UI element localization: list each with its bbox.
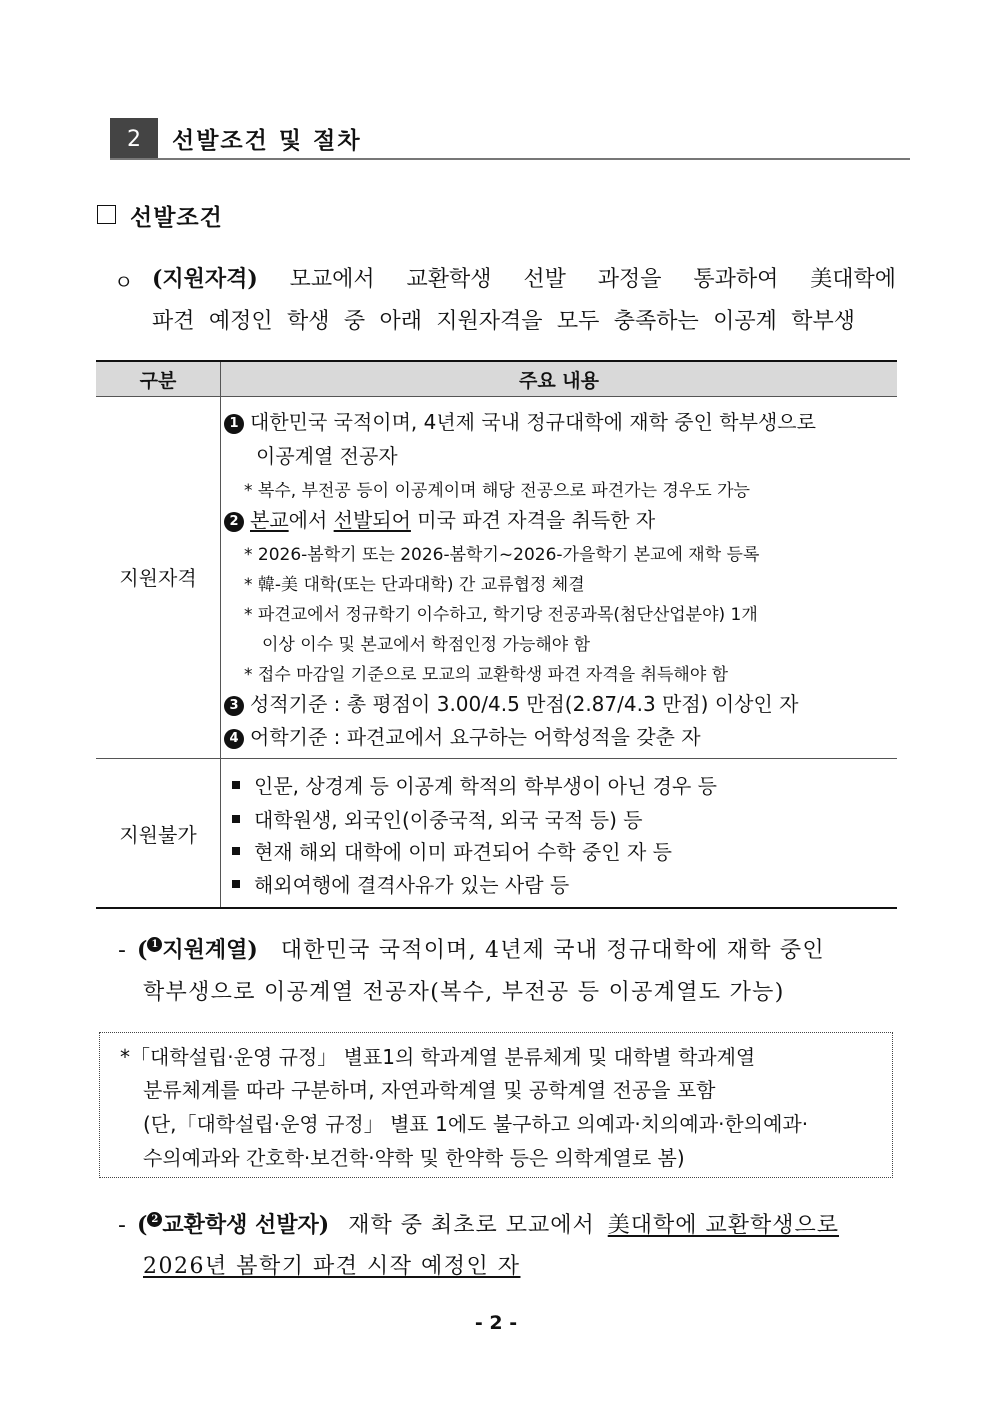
criteria-item-1-label: 지원계열)	[162, 937, 258, 963]
eligibility-note: * 2026-봄학기 또는 2026-봄학기~2026-가을학기 본교에 재학 등록	[244, 545, 760, 565]
subheading: 선발조건	[130, 205, 223, 231]
criteria-item-2-line2: 2026년 봄학기 파견 시작 예정인 자	[143, 1254, 521, 1279]
square-bullet-icon	[232, 847, 240, 855]
bullet-marker: ㅇ	[114, 270, 134, 294]
intro-word: 충족하는	[613, 309, 699, 334]
intro-word: 모두	[556, 309, 600, 334]
intro-word: 예정인	[208, 309, 273, 334]
ineligible-item-text: 현재 해외 대학에 이미 파견되어 수학 중인 자 등	[254, 840, 672, 864]
table-header-content: 주요 내용	[518, 369, 600, 392]
section-number: 2	[110, 118, 158, 160]
number-1-icon: 1	[147, 937, 162, 952]
eligibility-note: * 파견교에서 정규학기 이수하고, 학기당 전공과목(첨단산업분야) 1개	[244, 605, 758, 625]
ineligible-item-text: 대학원생, 외국인(이중국적, 외국 국적 등) 등	[254, 808, 643, 832]
underlined-text: 美대학에 교환학생으로	[607, 1213, 839, 1238]
table-row-divider	[96, 758, 897, 759]
number-3-icon: 3	[224, 696, 244, 716]
square-bullet-icon	[232, 880, 240, 888]
table-header-category: 구분	[139, 369, 177, 392]
eligibility-item-1-text: 대한민국 국적이며, 4년제 국내 정규대학에 재학 중인 학부생으로	[250, 410, 816, 434]
table-header-divider	[96, 396, 897, 397]
ineligible-item-text: 해외여행에 결격사유가 있는 사람 등	[254, 873, 570, 897]
intro-label: (지원자격)	[152, 266, 258, 292]
note-line: *「대학설립·운영 규정」 별표1의 학과계열 분류체계 및 대학별 학과계열	[120, 1045, 756, 1069]
number-2-icon: 2	[147, 1212, 162, 1227]
ineligible-item	[232, 804, 643, 833]
eligibility-item-4	[224, 721, 701, 750]
criteria-item-2-label: 교환학생 선발자)	[162, 1212, 330, 1238]
intro-line-1	[152, 262, 896, 293]
row-label-eligibility: 지원자격	[119, 566, 197, 590]
eligibility-note: * 복수, 부전공 등이 이공계이며 해당 전공으로 파견가는 경우도 가능	[244, 481, 750, 501]
row-label-ineligible: 지원불가	[119, 823, 197, 847]
eligibility-item-2	[224, 504, 655, 533]
eligibility-item-2-text: 미국 파견 자격을 취득한 자	[410, 508, 656, 532]
checkbox-square-icon	[97, 205, 116, 224]
note-line: (단,「대학설립·운영 규정」 별표 1에도 불구하고 의예과·치의예과·한의예과·	[143, 1112, 809, 1136]
page-number: - 2 -	[474, 1312, 518, 1334]
ineligible-item	[232, 836, 672, 865]
underlined-text: 본교	[250, 508, 289, 532]
intro-word: 교환학생	[406, 267, 492, 292]
intro-word: 학부생	[791, 309, 855, 334]
eligibility-note: * 韓-美 대학(또는 단과대학) 간 교류협정 체결	[244, 575, 585, 595]
underlined-text: 선발되어	[333, 508, 411, 532]
intro-word: 파견	[152, 309, 195, 334]
table-column-divider	[220, 362, 221, 908]
criteria-item-2-title: ( 2 교환학생 선발자)	[136, 1212, 330, 1238]
square-bullet-icon	[232, 815, 240, 823]
eligibility-note: 이상 이수 및 본교에서 학점인정 가능해야 함	[262, 635, 591, 655]
note-line: 수의예과와 간호학·보건학·약학 및 한약학 등은 의학계열로 봄)	[143, 1146, 685, 1170]
criteria-item-1-title: ( 1 지원계열)	[136, 937, 258, 963]
section-divider	[110, 158, 910, 160]
dash-marker: -	[118, 1213, 126, 1238]
criteria-item-1	[118, 933, 825, 964]
intro-word: 통과하여	[693, 267, 779, 292]
criteria-item-2-text: 재학 중 최초로 모교에서	[348, 1213, 595, 1238]
criteria-item-1-line2: 학부생으로 이공계열 전공자(복수, 부전공 등 이공계열도 가능)	[143, 980, 785, 1005]
intro-word: 모교에서	[289, 267, 375, 292]
section-title: 선발조건 및 절차	[172, 128, 362, 154]
dash-marker: -	[118, 938, 126, 963]
eligibility-item-4-text: 어학기준 : 파견교에서 요구하는 어학성적을 갖춘 자	[250, 725, 701, 749]
eligibility-item-3-text: 성적기준 : 총 평점이 3.00/4.5 만점(2.87/4.3 만점) 이상인 자	[250, 692, 799, 716]
eligibility-item-3	[224, 688, 798, 717]
intro-word: 선발	[523, 267, 566, 292]
intro-word: 과정을	[597, 267, 662, 292]
intro-word: 이공계	[713, 309, 777, 334]
intro-word: 美대학에	[810, 267, 896, 292]
intro-word: 중	[343, 309, 366, 334]
square-bullet-icon	[232, 781, 240, 789]
number-4-icon: 4	[224, 729, 244, 749]
intro-word: 아래	[379, 309, 422, 334]
intro-word: 지원자격을	[436, 309, 543, 334]
eligibility-item-2-text: 에서	[288, 508, 334, 532]
intro-line-2	[152, 304, 855, 335]
table-bottom-border	[96, 907, 897, 909]
criteria-item-2	[118, 1208, 839, 1239]
criteria-item-1-text: 대한민국 국적이며, 4년제 국내 정규대학에 재학 중인	[280, 938, 825, 963]
eligibility-item-1-cont: 이공계열 전공자	[256, 444, 398, 468]
eligibility-note: * 접수 마감일 기준으로 모교의 교환학생 파견 자격을 취득해야 함	[244, 665, 729, 685]
intro-word: 학생	[286, 309, 330, 334]
ineligible-item	[232, 869, 569, 898]
number-1-icon: 1	[224, 414, 244, 434]
ineligible-item	[232, 770, 717, 799]
eligibility-item-1	[224, 406, 816, 435]
ineligible-item-text: 인문, 상경계 등 이공계 학적의 학부생이 아닌 경우 등	[254, 774, 717, 798]
number-2-icon: 2	[224, 512, 244, 532]
note-line: 분류체계를 따라 구분하며, 자연과학계열 및 공학계열 전공을 포함	[143, 1078, 716, 1102]
